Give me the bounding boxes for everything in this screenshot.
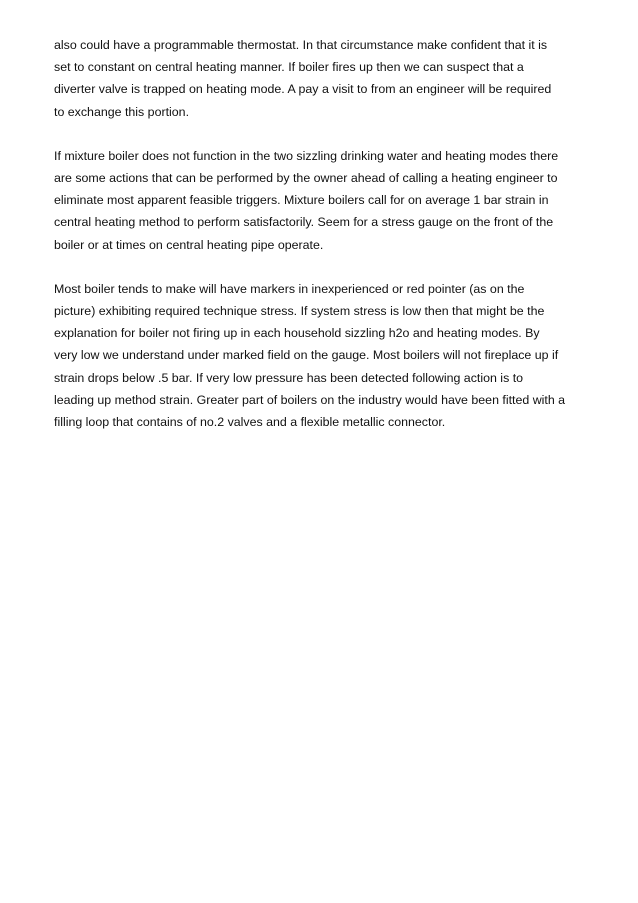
- text-line: to exchange this portion.: [54, 104, 190, 119]
- paragraph-thermostat: [54, 34, 594, 123]
- text-line: leading up method strain. Greater part of boilers on the industry would have been fitted with a: [54, 392, 566, 407]
- text-line: strain drops below .5 bar. If very low pressure has been detected following action is to: [54, 370, 524, 385]
- paragraph-pressure-gauge: [54, 278, 594, 433]
- text-line: Most boiler tends to make will have markers in inexperienced or red pointer (as on the: [54, 281, 525, 296]
- document-body: [54, 34, 594, 455]
- text-line: diverter valve is trapped on heating mode. A pay a visit to from an engineer will be required: [54, 82, 552, 97]
- text-line: If mixture boiler does not function in the two sizzling drinking water and heating modes there: [54, 148, 559, 163]
- text-line: filling loop that contains of no.2 valves and a flexible metallic connector.: [54, 415, 446, 430]
- text-line: explanation for boiler not firing up in each household sizzling h2o and heating modes. By: [54, 326, 540, 341]
- text-line: boiler or at times on central heating pipe operate.: [54, 237, 324, 252]
- text-line: set to constant on central heating manner. If boiler fires up then we can suspect that a: [54, 60, 524, 75]
- text-line: very low we understand under marked field on the gauge. Most boilers will not fireplace up if: [54, 348, 559, 363]
- paragraph-boiler-function: [54, 145, 594, 256]
- text-line: picture) exhibiting required technique stress. If system stress is low then that might be the: [54, 304, 545, 319]
- text-line: also could have a programmable thermostat. In that circumstance make confident that it is: [54, 38, 548, 52]
- text-line: are some actions that can be performed by the owner ahead of calling a heating engineer to: [54, 171, 558, 186]
- text-line: eliminate most apparent feasible triggers. Mixture boilers call for on average 1 bar strain in: [54, 193, 549, 208]
- text-line: central heating method to perform satisfactorily. Seem for a stress gauge on the front of the: [54, 215, 554, 230]
